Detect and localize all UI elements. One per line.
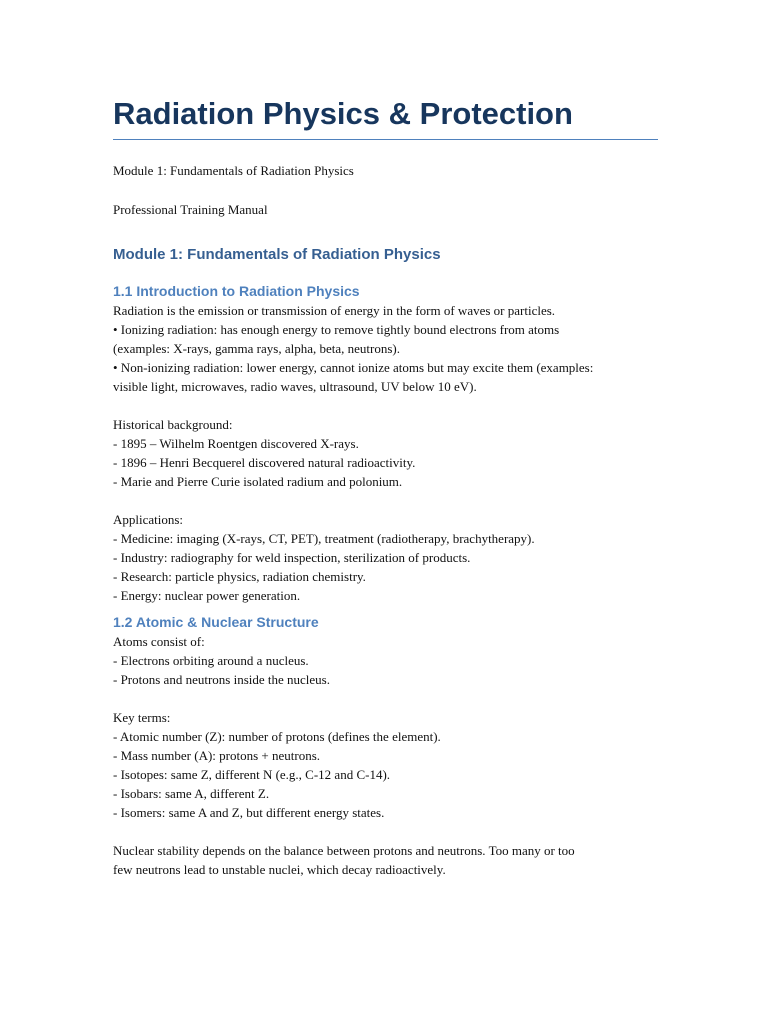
section-1-1-body <box>113 301 658 605</box>
list-item: - Electrons orbiting around a nucleus. <box>113 653 309 668</box>
document-page <box>113 92 658 879</box>
terms-label: Key terms: <box>113 710 171 725</box>
document-subtitle-2: Professional Training Manual <box>113 202 268 217</box>
list-item: - Isomers: same A and Z, but different energy states. <box>113 805 385 820</box>
list-item: - Marie and Pierre Curie isolated radium and polonium. <box>113 474 403 489</box>
spacer <box>113 396 658 415</box>
list-item: - Isobars: same A, different Z. <box>113 786 270 801</box>
spacer <box>113 491 658 510</box>
section-1-2-body <box>113 632 658 879</box>
body-line: Radiation is the emission or transmission of energy in the form of waves or particles. <box>113 303 556 318</box>
spacer <box>113 822 658 841</box>
list-item: - 1895 – Wilhelm Roentgen discovered X-rays. <box>113 436 359 451</box>
section-heading-1-2: 1.2 Atomic & Nuclear Structure <box>113 614 319 630</box>
module-heading: Module 1: Fundamentals of Radiation Physics <box>113 246 441 263</box>
list-item: - Research: particle physics, radiation chemistry. <box>113 569 366 584</box>
list-item: - Energy: nuclear power generation. <box>113 588 301 603</box>
history-label: Historical background: <box>113 417 233 432</box>
body-line: Nuclear stability depends on the balance between protons and neutrons. Too many or too <box>113 843 575 858</box>
body-line: visible light, microwaves, radio waves, ultrasound, UV below 10 eV). <box>113 379 477 394</box>
list-item: - Mass number (A): protons + neutrons. <box>113 748 320 763</box>
document-subtitle: Module 1: Fundamentals of Radiation Physics <box>113 163 354 178</box>
list-item: - 1896 – Henri Becquerel discovered natural radioactivity. <box>113 455 416 470</box>
list-item: - Protons and neutrons inside the nucleus. <box>113 672 330 687</box>
body-line: • Ionizing radiation: has enough energy to remove tightly bound electrons from atoms <box>113 322 560 337</box>
body-line: (examples: X-rays, gamma rays, alpha, beta, neutrons). <box>113 341 400 356</box>
document-title: Radiation Physics & Protection <box>113 92 658 140</box>
spacer <box>113 689 658 708</box>
body-line: few neutrons lead to unstable nuclei, which decay radioactively. <box>113 862 446 877</box>
list-item: - Isotopes: same Z, different N (e.g., C-12 and C-14). <box>113 767 391 782</box>
list-item: - Industry: radiography for weld inspection, sterilization of products. <box>113 550 471 565</box>
applications-label: Applications: <box>113 512 184 527</box>
list-item: - Atomic number (Z): number of protons (defines the element). <box>113 729 441 744</box>
body-line: Atoms consist of: <box>113 634 205 649</box>
list-item: - Medicine: imaging (X-rays, CT, PET), treatment (radiotherapy, brachytherapy). <box>113 531 535 546</box>
body-line: • Non-ionizing radiation: lower energy, cannot ionize atoms but may excite them (examples: <box>113 360 594 375</box>
section-heading-1-1: 1.1 Introduction to Radiation Physics <box>113 283 360 299</box>
